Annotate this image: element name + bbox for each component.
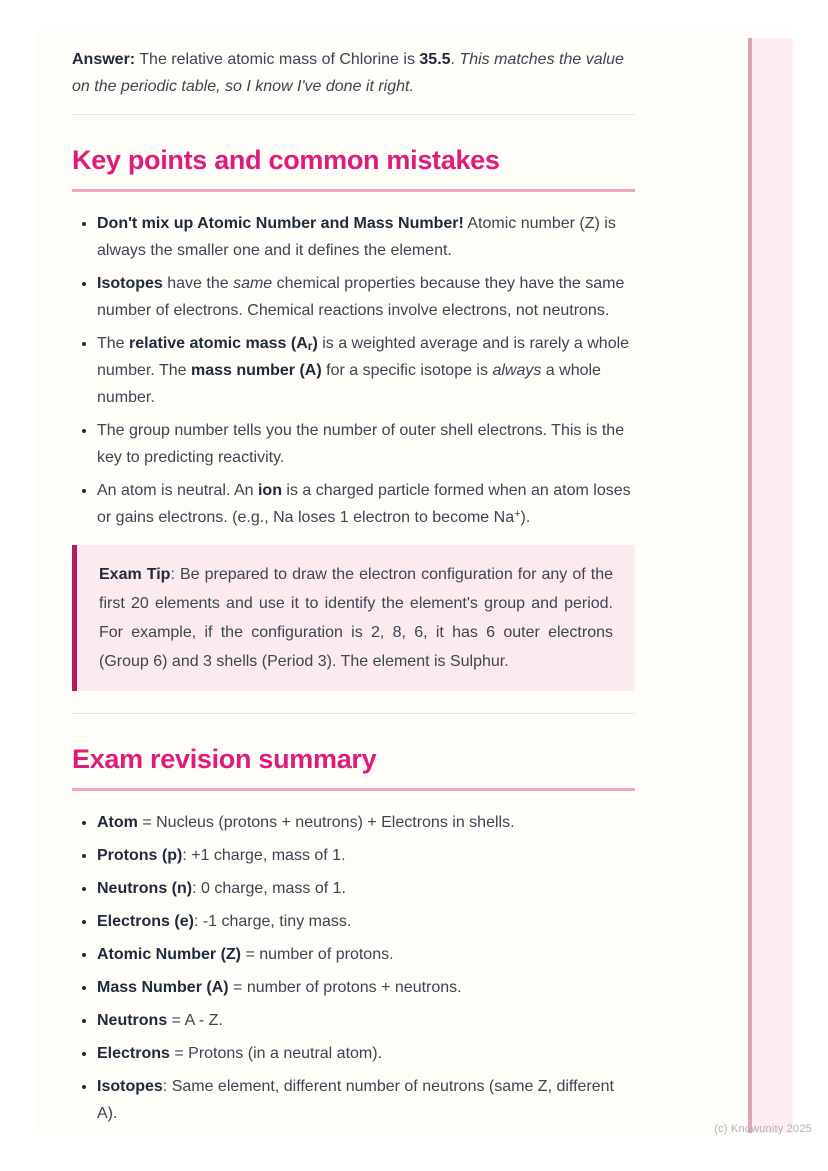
list-item-segment: same xyxy=(233,275,273,292)
answer-value: 35.5 xyxy=(419,51,451,68)
list-item xyxy=(97,270,635,324)
list-item xyxy=(97,1007,635,1034)
list-item xyxy=(97,908,635,935)
list-item xyxy=(97,1040,635,1067)
list-item-segment: a whole number. xyxy=(97,362,601,406)
list-item xyxy=(97,941,635,968)
list-item-segment: Mass Number (A) xyxy=(97,979,229,996)
answer-label: Answer: xyxy=(72,51,136,68)
list-item-segment: = number of protons + neutrons. xyxy=(228,979,462,996)
list-item-segment: Don't mix up Atomic Number and Mass Number! xyxy=(97,215,464,232)
list-item-segment: always xyxy=(492,362,542,379)
list-item-segment: = number of protons. xyxy=(241,946,394,963)
list-item xyxy=(97,875,635,902)
list-item-segment: r xyxy=(307,339,313,353)
list-item-segment: Neutrons xyxy=(97,1012,168,1029)
revision-summary-list xyxy=(72,809,635,1127)
list-item-segment: Isotopes xyxy=(97,1078,163,1095)
exam-tip-label: Exam Tip xyxy=(99,566,171,583)
list-item-segment: : Same element, different number of neutrons (same Z, different A). xyxy=(97,1078,614,1122)
copyright-watermark: (c) Knowunity 2025 xyxy=(714,1123,812,1135)
list-item xyxy=(97,1073,635,1127)
answer-text: The relative atomic mass of Chlorine is xyxy=(135,51,420,68)
exam-tip-callout xyxy=(72,545,635,691)
list-item-segment: ion xyxy=(257,482,282,499)
list-item xyxy=(97,842,635,869)
list-item-segment: Atomic number (Z) is always the smaller one and it defines the element. xyxy=(97,215,616,259)
list-item-segment: is a charged particle formed when an atom loses or gains electrons. (e.g., Na loses 1 electron to become Na xyxy=(97,482,631,526)
answer-paragraph xyxy=(72,46,635,100)
answer-period: . xyxy=(450,51,460,68)
page-card xyxy=(35,30,793,1133)
list-item-segment: : -1 charge, tiny mass. xyxy=(193,913,352,930)
list-item-segment: Atomic Number (Z) xyxy=(97,946,241,963)
list-item xyxy=(97,809,635,836)
key-points-list xyxy=(72,210,635,531)
list-item-segment: Electrons (e) xyxy=(97,913,194,930)
list-item-segment: Neutrons (n) xyxy=(97,880,193,897)
section-divider-1 xyxy=(72,114,635,115)
answer-italic-note: This matches the value on the periodic table, so I know I've done it right. xyxy=(72,51,624,95)
list-item-segment: : +1 charge, mass of 1. xyxy=(182,847,346,864)
list-item-segment: = Protons (in a neutral atom). xyxy=(169,1045,383,1062)
list-item xyxy=(97,330,635,411)
key-points-heading: Key points and common mistakes xyxy=(72,143,635,192)
list-item-segment: have the xyxy=(162,275,234,292)
list-item-segment: + xyxy=(514,508,521,520)
highlight-strip xyxy=(748,38,793,1133)
list-item-segment: mass number (A) xyxy=(190,362,322,379)
list-item xyxy=(97,974,635,1001)
list-item xyxy=(97,210,635,264)
list-item-segment: The xyxy=(97,335,130,352)
exam-tip-text: : Be prepared to draw the electron configuration for any of the first 20 elements and use it to identify the element's group and period. For example, if the configuration is 2, 8, 6, it has 6 outer electrons (Group 6) and 3 shells (Period 3). The element is Sulphur. xyxy=(99,566,614,670)
list-item-segment: The group number tells you the number of outer shell electrons. This is the key to predicting reactivity. xyxy=(97,422,625,466)
list-item-segment: Electrons xyxy=(97,1045,170,1062)
list-item-segment: An atom is neutral. An xyxy=(97,482,258,499)
list-item-segment: is a weighted average and is rarely a whole number. The xyxy=(97,335,630,379)
list-item-segment: = Nucleus (protons + neutrons) + Electrons in shells. xyxy=(137,814,515,831)
list-item-segment: chemical properties because they have the same number of electrons. Chemical reactions involve electrons, not neutrons. xyxy=(97,275,625,319)
list-item-segment: Atom xyxy=(97,814,138,831)
list-item xyxy=(97,417,635,471)
list-item-segment: ) xyxy=(312,335,318,352)
revision-summary-heading: Exam revision summary xyxy=(72,742,635,791)
list-item-segment: for a specific isotope is xyxy=(321,362,493,379)
list-item-segment: Isotopes xyxy=(97,275,163,292)
section-divider-2 xyxy=(72,713,635,714)
list-item-segment: : 0 charge, mass of 1. xyxy=(192,880,346,897)
list-item-segment: = A - Z. xyxy=(167,1012,223,1029)
list-item-segment: relative atomic mass (A xyxy=(129,335,308,352)
list-item xyxy=(97,477,635,531)
list-item-segment: ). xyxy=(520,509,531,526)
list-item-segment: Protons (p) xyxy=(97,847,183,864)
